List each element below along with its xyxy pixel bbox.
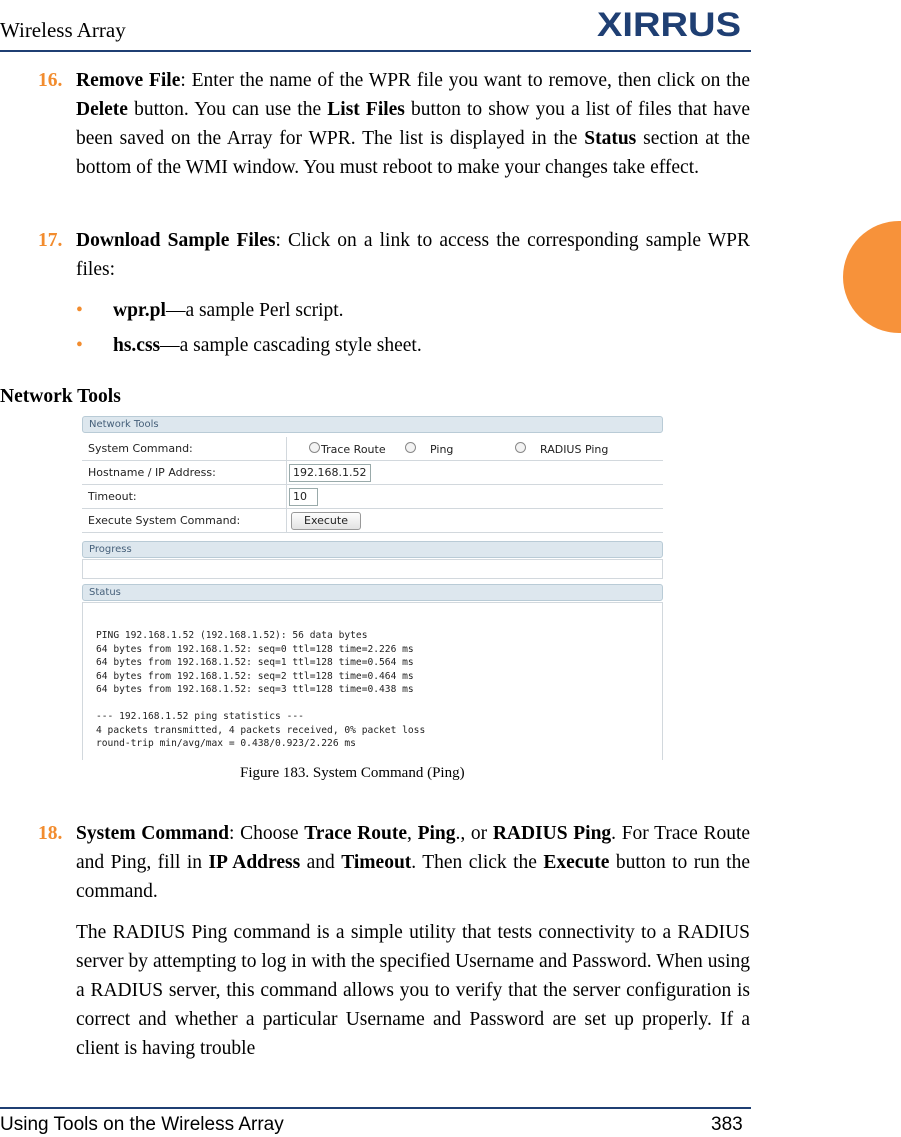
- section-title: Network Tools: [0, 386, 121, 407]
- step-text: Download Sample Files: Click on a link to access the corresponding sample WPR files:: [76, 230, 750, 280]
- status-panel-header: Status: [82, 584, 663, 601]
- status-output: PING 192.168.1.52 (192.168.1.52): 56 data bytes 64 bytes from 192.168.1.52: seq=0 ttl=128 time=2.226 ms 64 bytes from 192.168.1.52: seq=1 ttl=128 time=0.564 ms 64 bytes from 192.168.1.52: seq=2 ttl=128 time=0.464 ms 64 bytes from 192.168.1.52: seq=3 ttl=128 time=0.438 ms --- 192.168.1.52 ping statistics --- 4 packets transmitted, 4 packets received, 0% packet loss round-trip min/avg/max = 0.438/0.923/2.226 ms: [96, 630, 426, 749]
- network-tools-screenshot: [82, 416, 665, 760]
- chapter-tab: [843, 221, 901, 333]
- page-number: 383: [711, 1114, 743, 1135]
- footer-title: Using Tools on the Wireless Array: [0, 1114, 284, 1135]
- progress-area: [82, 559, 663, 579]
- logo-text: XIRRUS: [597, 6, 741, 42]
- figure-caption: Figure 183. System Command (Ping): [240, 765, 465, 781]
- step-number: 17.: [38, 230, 63, 251]
- header-rule: [0, 50, 751, 52]
- radius-ping-paragraph: The RADIUS Ping command is a simple utility that tests connectivity to a RADIUS server by attempting to log in with the specified Username and Password. When using a RADIUS server, this command allows you to verify that the server configuration is correct and whether a particular Username and Password are set up properly. If a client is having trouble: [76, 922, 750, 1059]
- step-text: Remove File: Enter the name of the WPR file you want to remove, then click on the Delete button. You can use the List Files button to show you a list of files that have been saved on the Array for WPR. The list is displayed in the Status section at the bottom of the WMI window. You must reboot to make your changes take effect.: [76, 70, 751, 178]
- hostname-input[interactable]: 192.168.1.52: [289, 464, 371, 482]
- timeout-input[interactable]: 10: [289, 488, 318, 506]
- step-17: [38, 226, 750, 284]
- hostname-row: Hostname / IP Address: 192.168.1.52: [82, 461, 663, 485]
- system-command-row: System Command: Trace Route Ping RADIUS Ping: [82, 437, 663, 461]
- execute-button[interactable]: Execute: [291, 512, 361, 530]
- step-18: [38, 819, 750, 906]
- xirrus-logo: [597, 6, 747, 42]
- footer-rule: [0, 1107, 751, 1109]
- bullet-wpr-pl: • wpr.pl—a sample Perl script.: [76, 300, 344, 321]
- execute-row: Execute System Command: Execute: [82, 509, 663, 533]
- progress-panel-header: Progress: [82, 541, 663, 558]
- step-16: [38, 66, 750, 182]
- timeout-row: Timeout: 10: [82, 485, 663, 509]
- ping-radio[interactable]: [405, 442, 416, 453]
- step-number: 18.: [38, 823, 63, 844]
- trace-route-radio[interactable]: [309, 442, 320, 453]
- bullet-hs-css: • hs.css—a sample cascading style sheet.: [76, 335, 422, 356]
- network-tools-panel-header: Network Tools: [82, 416, 663, 433]
- step-text: System Command: Choose Trace Route, Ping., or RADIUS Ping. For Trace Route and Ping, fill in IP Address and Timeout. Then click the Execute button to run the command.: [76, 823, 751, 902]
- radius-ping-radio[interactable]: [515, 442, 526, 453]
- running-header-title: Wireless Array: [0, 18, 126, 42]
- step-number: 16.: [38, 70, 63, 91]
